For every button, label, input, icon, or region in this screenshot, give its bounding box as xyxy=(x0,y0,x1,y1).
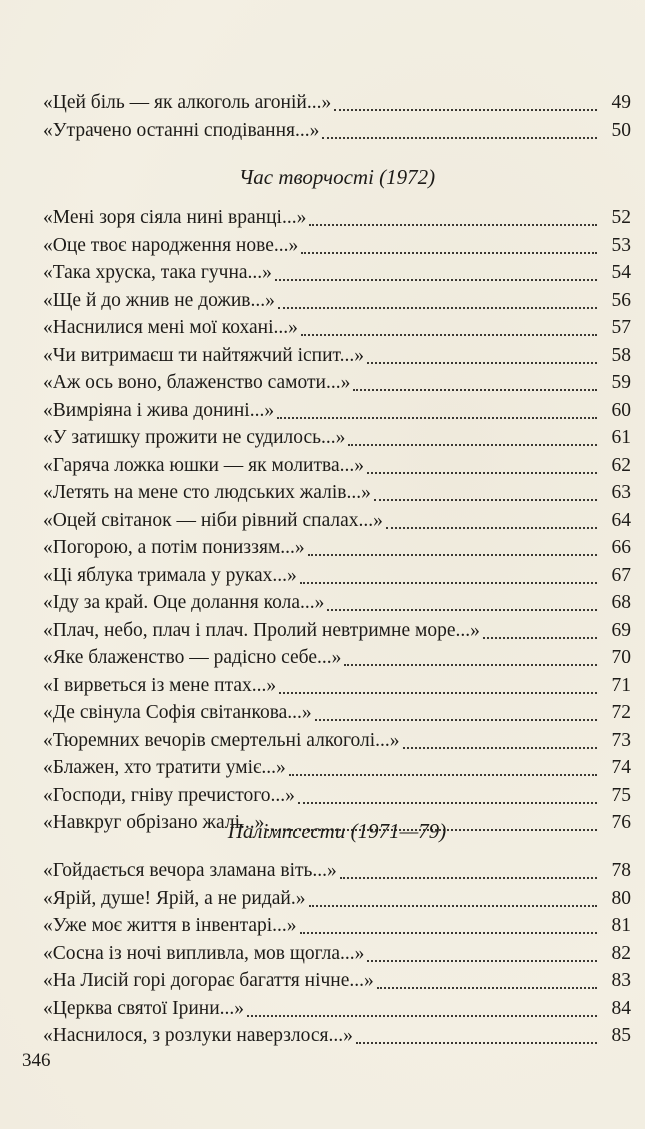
toc-entry-page: 82 xyxy=(611,942,631,964)
toc-entry-page: 75 xyxy=(611,784,631,806)
toc-entry-title: «Летять на мене сто людських жалів...» xyxy=(43,482,371,503)
toc-entry xyxy=(43,967,631,995)
leader-dots xyxy=(301,333,597,336)
leader-dots xyxy=(403,746,597,749)
leader-dots xyxy=(377,986,597,989)
toc-entry-title: «Ярій, душе! Ярій, а не ридай.» xyxy=(43,887,306,909)
toc-entry-title: «І вирветься із мене птах...» xyxy=(43,674,277,696)
leader-dots xyxy=(386,526,597,529)
toc-entry-page: 80 xyxy=(611,887,631,909)
leader-dots xyxy=(278,306,597,309)
toc-entry-title: «Тюремних вечорів смертельні алкоголі...» xyxy=(43,729,400,751)
toc-entry-page: 74 xyxy=(611,757,631,778)
toc-group xyxy=(43,204,631,837)
leader-dots xyxy=(327,608,597,611)
toc-entry-page: 78 xyxy=(611,860,631,881)
section-heading: Палімпсести (1971—79) xyxy=(227,819,447,843)
leader-dots xyxy=(247,1014,597,1017)
toc-group xyxy=(43,89,631,144)
toc-entry-title: «Уже моє життя в інвентарі...» xyxy=(43,915,297,936)
toc-entry-title: «Гойдається вечора зламана віть...» xyxy=(43,860,337,881)
toc-entry-title: «Навкруг обрізано жалі...» xyxy=(43,812,265,833)
toc-entry-title: «Іду за край. Оце долання кола...» xyxy=(43,592,325,613)
toc-entry xyxy=(43,912,631,940)
section-heading: Час творчості (1972) xyxy=(238,165,436,189)
toc-entry-page: 54 xyxy=(611,262,631,283)
leader-dots xyxy=(348,443,597,446)
toc-entry-page: 50 xyxy=(611,119,631,141)
leader-dots xyxy=(367,361,597,364)
toc-entry-title: «Яке блаженство — радісно себе...» xyxy=(43,647,342,668)
leader-dots xyxy=(356,1041,597,1044)
toc-entry xyxy=(43,589,631,617)
toc-entry-title: «Господи, гніву пречистого...» xyxy=(43,784,295,806)
toc-entry-page: 56 xyxy=(611,289,631,311)
toc-entry xyxy=(43,699,631,727)
leader-dots xyxy=(275,278,597,281)
toc-entry xyxy=(43,117,631,145)
leader-dots xyxy=(322,136,597,139)
toc-entry-page: 84 xyxy=(611,997,631,1019)
leader-dots xyxy=(309,223,597,226)
toc-entry xyxy=(43,397,631,425)
leader-dots xyxy=(298,801,597,804)
toc-entry xyxy=(43,342,631,370)
toc-entry xyxy=(43,672,631,700)
toc-entry-title: «Наснилося, з розлуки наверзлося...» xyxy=(43,1025,353,1046)
toc-entry-page: 69 xyxy=(611,619,631,641)
leader-dots xyxy=(353,388,597,391)
toc-entry-page: 49 xyxy=(611,92,631,113)
toc-entry xyxy=(43,204,631,232)
leader-dots xyxy=(309,904,598,907)
toc-entry xyxy=(43,885,631,913)
toc-entry xyxy=(43,534,631,562)
leader-dots xyxy=(308,553,597,556)
leader-dots xyxy=(367,959,597,962)
toc-entry-page: 68 xyxy=(611,592,631,613)
toc-group xyxy=(43,857,631,1050)
toc-entry-title: «Мені зоря сіяла нині вранці...» xyxy=(43,207,307,228)
leader-dots xyxy=(340,876,597,879)
leader-dots xyxy=(300,931,597,934)
leader-dots xyxy=(301,251,597,254)
leader-dots xyxy=(279,691,597,694)
leader-dots xyxy=(367,471,597,474)
toc-entry-title: «Чи витримаєш ти найтяжчий іспит...» xyxy=(43,344,364,366)
toc-entry-title: «На Лисій горі догорає багаття нічне...» xyxy=(43,970,374,991)
toc-entry xyxy=(43,857,631,885)
leader-dots xyxy=(315,718,597,721)
leader-dots xyxy=(483,636,597,639)
toc-entry xyxy=(43,369,631,397)
toc-entry-title: «Вимріяна і жива донині...» xyxy=(43,399,275,421)
toc-entry xyxy=(43,479,631,507)
toc-entry-title: «Така хруска, така гучна...» xyxy=(43,262,272,283)
leader-dots xyxy=(344,663,597,666)
toc-entry xyxy=(43,314,631,342)
toc-entry-page: 53 xyxy=(611,234,631,256)
toc-entry-page: 66 xyxy=(611,537,631,558)
page-folio: 346 xyxy=(22,1050,51,1071)
toc-entry xyxy=(43,89,631,117)
toc-entry-title: «Погорою, а потім пониззям...» xyxy=(43,537,305,558)
toc-entry xyxy=(43,232,631,260)
toc-entry-page: 61 xyxy=(611,427,631,448)
toc-entry xyxy=(43,562,631,590)
toc-entry xyxy=(43,1022,631,1050)
leader-dots xyxy=(334,108,597,111)
toc-entry-page: 76 xyxy=(611,812,631,833)
toc-entry xyxy=(43,727,631,755)
toc-entry-title: «Плач, небо, плач і плач. Пролий невтримне море...» xyxy=(43,619,480,641)
toc-entry-page: 70 xyxy=(611,647,631,668)
toc-entry-page: 60 xyxy=(611,399,631,421)
leader-dots xyxy=(300,581,597,584)
toc-entry-page: 62 xyxy=(611,454,631,476)
leader-dots xyxy=(374,498,597,501)
toc-entry xyxy=(43,452,631,480)
toc-entry xyxy=(43,507,631,535)
toc-entry-title: «Оцей світанок — ніби рівний спалах...» xyxy=(43,509,383,531)
toc-entry-title: «Гаряча ложка юшки — як молитва...» xyxy=(43,454,364,476)
leader-dots xyxy=(289,773,597,776)
toc-entry-page: 67 xyxy=(611,564,631,586)
toc-entry xyxy=(43,782,631,810)
toc-entry-page: 59 xyxy=(611,372,631,393)
toc-entry xyxy=(43,940,631,968)
toc-entry-title: «Церква святої Ірини...» xyxy=(43,997,244,1019)
toc-entry-page: 57 xyxy=(611,317,631,338)
toc-entry-page: 73 xyxy=(611,729,631,751)
toc-entry-title: «Блажен, хто тратити уміє...» xyxy=(43,757,286,778)
toc-entry-title: «Ще й до жнив не дожив...» xyxy=(43,289,275,311)
toc-entry-page: 64 xyxy=(611,509,631,531)
toc-entry-page: 71 xyxy=(611,674,631,696)
toc-entry xyxy=(43,644,631,672)
toc-entry xyxy=(43,424,631,452)
toc-entry-page: 83 xyxy=(611,970,631,991)
toc-entry xyxy=(43,287,631,315)
toc-entry-page: 52 xyxy=(611,207,631,228)
toc-entry-title: «Утрачено останні сподівання...» xyxy=(43,119,320,141)
toc-entry-title: «Оце твоє народження нове...» xyxy=(43,234,299,256)
toc-entry xyxy=(43,617,631,645)
toc-entry-page: 85 xyxy=(611,1025,631,1046)
toc-entry-page: 81 xyxy=(611,915,631,936)
toc-entry-title: «Де свінула Софія світанкова...» xyxy=(43,702,312,723)
toc-entry xyxy=(43,995,631,1023)
toc-entry-title: «Сосна із ночі випливла, мов щогла...» xyxy=(43,942,365,964)
toc-entry-title: «Наснилися мені мої кохані...» xyxy=(43,317,298,338)
toc-entry-page: 58 xyxy=(611,344,631,366)
toc-entry-title: «Цей біль — як алкоголь агоній...» xyxy=(43,92,332,113)
toc-entry-title: «У затишку прожити не судилось...» xyxy=(43,427,346,448)
toc-entry-title: «Аж ось воно, блаженство самоти...» xyxy=(43,372,351,393)
toc-entry xyxy=(43,259,631,287)
toc-entry xyxy=(43,754,631,782)
toc-entry-page: 63 xyxy=(611,482,631,503)
leader-dots xyxy=(277,416,597,419)
toc-entry-page: 72 xyxy=(611,702,631,723)
toc-entry-title: «Ці яблука тримала у руках...» xyxy=(43,564,297,586)
